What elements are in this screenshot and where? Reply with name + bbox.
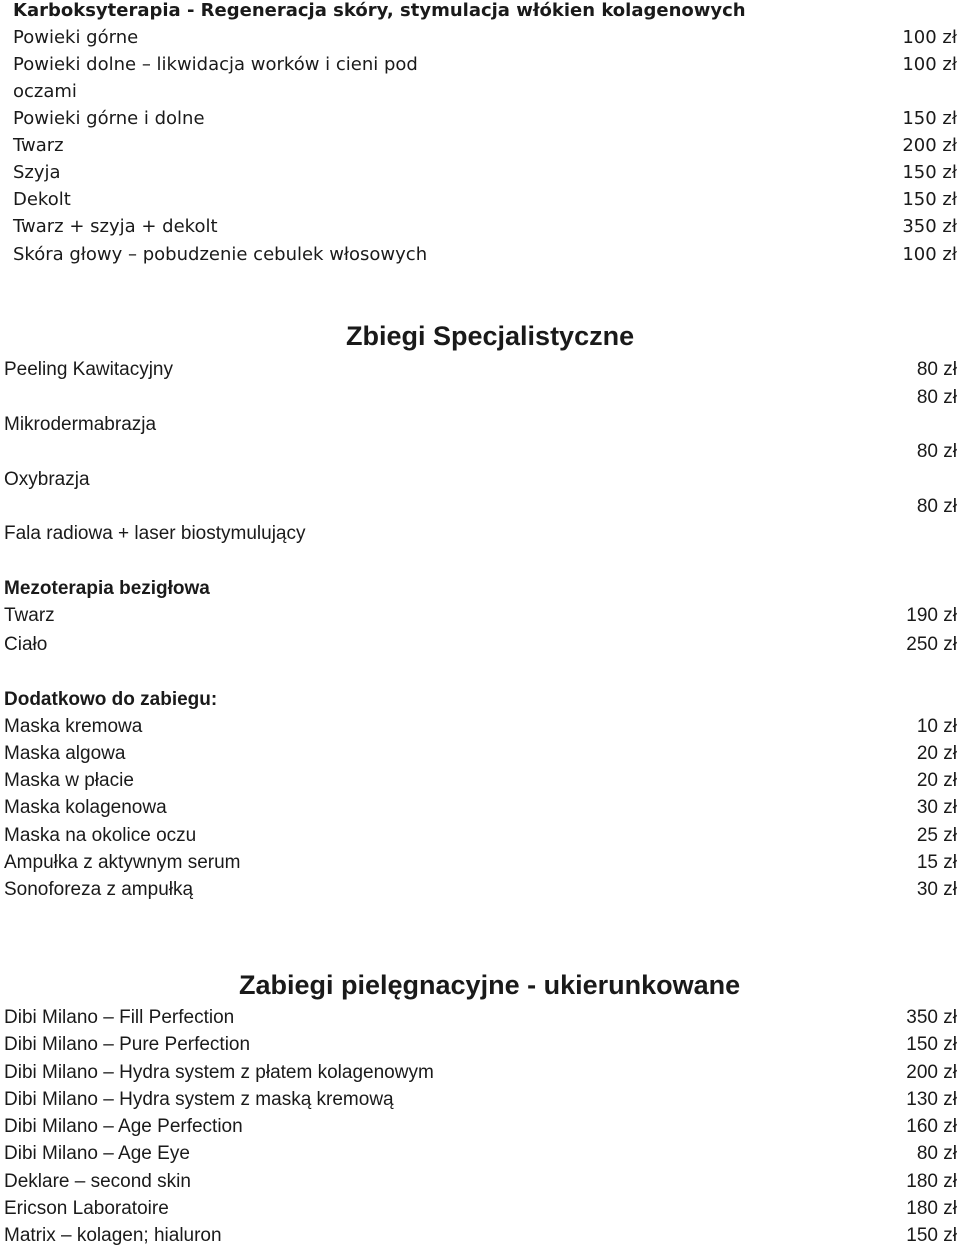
treatment-item: Dibi Milano – Age Perfection — [4, 1116, 243, 1137]
addon-item: Maska algowa — [4, 743, 126, 764]
price: 10 zł — [916, 716, 957, 737]
treatment-item: Dibi Milano – Hydra system z płatem kolagenowym — [4, 1062, 434, 1083]
section-title: Dodatkowo do zabiegu: — [4, 689, 218, 710]
service-item: Peeling Kawitacyjny — [4, 359, 173, 380]
price: 20 zł — [916, 743, 957, 764]
price: 150 zł — [906, 1034, 957, 1055]
price: 200 zł — [902, 135, 957, 156]
price: 30 zł — [916, 879, 957, 900]
addon-item: Ampułka z aktywnym serum — [4, 852, 241, 873]
price: 190 zł — [906, 605, 957, 626]
addon-item: Maska kremowa — [4, 716, 143, 737]
service-item: Mikrodermabrazja — [4, 414, 157, 435]
price: 80 zł — [916, 1143, 957, 1164]
price: 350 zł — [902, 216, 957, 237]
section-title: Mezoterapia bezigłowa — [4, 578, 210, 599]
service-item-continued: oczami — [13, 81, 77, 102]
service-item: Fala radiowa + laser biostymulujący — [4, 523, 306, 544]
price: 200 zł — [906, 1062, 957, 1083]
price: 250 zł — [906, 634, 957, 655]
price: 130 zł — [906, 1089, 957, 1110]
price: 80 zł — [916, 359, 957, 380]
price: 180 zł — [906, 1171, 957, 1192]
price: 150 zł — [902, 189, 957, 210]
service-item: Skóra głowy – pobudzenie cebulek włosowych — [13, 244, 428, 265]
service-item: Dekolt — [13, 189, 71, 210]
price: 20 zł — [916, 770, 957, 791]
price: 160 zł — [906, 1116, 957, 1137]
price: 80 zł — [916, 496, 957, 517]
section-title: Karboksyterapia - Regeneracja skóry, stymulacja włókien kolagenowych — [13, 0, 746, 21]
addon-item: Maska kolagenowa — [4, 797, 167, 818]
treatment-item: Dibi Milano – Age Eye — [4, 1143, 190, 1164]
price: 80 zł — [916, 441, 957, 462]
service-item: Twarz — [4, 605, 55, 626]
price: 30 zł — [916, 797, 957, 818]
treatment-item: Deklare – second skin — [4, 1171, 191, 1192]
service-item: Powieki górne — [13, 27, 139, 48]
price: 150 zł — [902, 108, 957, 129]
treatment-item: Matrix – kolagen; hialuron — [4, 1225, 222, 1246]
price: 25 zł — [916, 825, 957, 846]
addon-item: Maska na okolice oczu — [4, 825, 197, 846]
price: 150 zł — [902, 162, 957, 183]
addon-item: Sonoforeza z ampułką — [4, 879, 194, 900]
treatment-item: Dibi Milano – Fill Perfection — [4, 1007, 235, 1028]
treatment-item: Ericson Laboratoire — [4, 1198, 169, 1219]
service-item: Oxybrazja — [4, 469, 90, 490]
treatment-item: Dibi Milano – Hydra system z maską kremową — [4, 1089, 394, 1110]
service-item: Ciało — [4, 634, 48, 655]
price: 100 zł — [902, 27, 957, 48]
price: 100 zł — [902, 54, 957, 75]
section-heading: Zbiegi Specjalistyczne — [346, 321, 635, 351]
section-heading: Zabiegi pielęgnacyjne - ukierunkowane — [239, 970, 741, 1000]
addon-item: Maska w płacie — [4, 770, 134, 791]
price: 150 zł — [906, 1225, 957, 1246]
price: 80 zł — [916, 387, 957, 408]
service-item: Twarz — [13, 135, 64, 156]
service-item: Powieki dolne – likwidacja worków i cieni pod — [13, 54, 418, 75]
price: 15 zł — [916, 852, 957, 873]
service-item: Powieki górne i dolne — [13, 108, 205, 129]
price: 180 zł — [906, 1198, 957, 1219]
price: 100 zł — [902, 244, 957, 265]
service-item: Twarz + szyja + dekolt — [13, 216, 218, 237]
treatment-item: Dibi Milano – Pure Perfection — [4, 1034, 251, 1055]
service-item: Szyja — [13, 162, 61, 183]
price: 350 zł — [906, 1007, 957, 1028]
